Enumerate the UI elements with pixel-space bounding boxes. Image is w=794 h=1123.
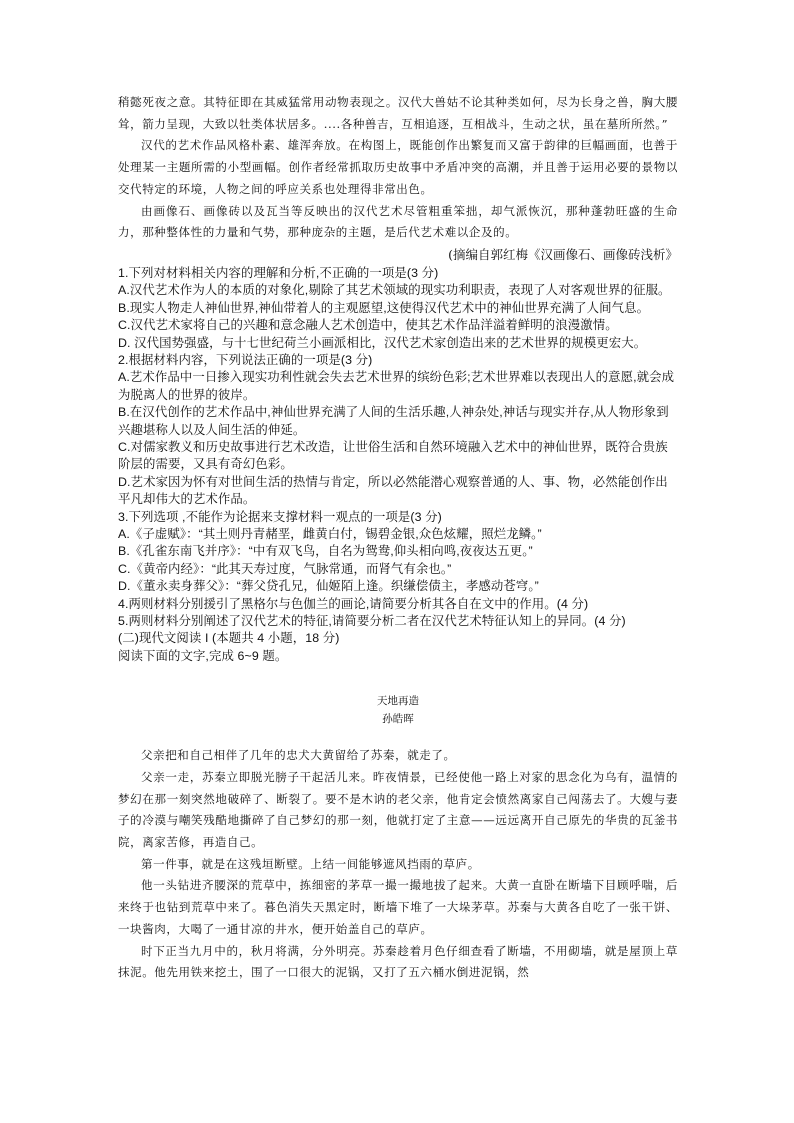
question-line: 4.两则材料分别援引了黑格尔与色伽兰的画论,请简要分析其各自在文中的作用。(4 分)	[118, 596, 589, 611]
story-title: 天地再造	[377, 695, 419, 708]
story-paragraph: 第一件事，就是在这残垣断壁。上结一间能够遮风挡雨的草庐。	[141, 856, 480, 871]
question-line: D.《董永卖身葬父》：“葬父贷孔兄，仙姬陌上逢。织缣偿债主，孝感动苍穹。”	[118, 579, 539, 594]
story-paragraph: 父亲一走，苏秦立即脱光膀子干起活儿来。昨夜情景，已经使他一路上对家的思念化为乌有，温情的梦幻在那一刻突然地破碎了、断裂了。要不是木讷的老父亲，他肯定会愤然离家自己闯荡去了。大嫂与妻子的冷漠与嘲笑残酷地撕碎了自己梦幻的那一刻，他就打定了主意——远远离开自己原先的华贵的瓦釜书院，离家苦修，再造自己。	[118, 769, 678, 850]
question-line: B.《孔雀东南飞并序》：“中有双飞鸟，自名为鸳鸯,仰头相向鸣,夜夜达五更。”	[118, 544, 533, 559]
material-paragraph-2: 汉代的艺术作品风格朴素、雄浑奔放。在构图上，既能创作出繁复而又富于韵律的巨幅画面，也善于处理某一主题所需的小型画幅。创作者经常抓取历史故事中矛盾冲突的高潮，并且善于运用必要的景物以交代特定的环境，人物之间的呼应关系也处理得非常出色。	[118, 138, 678, 196]
question-line: D. 汉代国势强盛，与十七世纪荷兰小画派相比，汉代艺术家创造出来的艺术世界的规模更宏大。	[118, 335, 647, 350]
question-line: A.艺术作品中一日掺入现实功利性就会失去艺术世界的缤纷色彩;艺术世界难以表现出人的意愿,就会成为脱离人的世界的彼岸。	[118, 370, 675, 402]
material-source: (摘编自郭红梅《汉画像石、画像砖浅析》	[448, 246, 678, 262]
question-block	[118, 265, 678, 665]
question-line: 5.两则材料分别阐述了汉代艺术的特征,请简要分析二者在汉代艺术特征认知上的异同。(4 分)	[118, 614, 626, 629]
story-paragraph: 他一头钻进齐腰深的荒草中，拣细密的茅草一撮一撮地拔了起来。大黄一直卧在断墙下目顾呼喘，后来终于也钻到荒草中来了。暮色消失天黑定时，断墙下堆了一大垛茅草。苏秦与大黄各自吃了一张干饼、一块酱肉，大喝了一通甘凉的井水，便开始盖自己的草庐。	[118, 878, 678, 936]
question-line: D.艺术家因为怀有对世间生活的热情与肯定，所以必然能潜心观察普通的人、事、物，必然能创作出平凡却伟大的艺术作品。	[118, 474, 668, 507]
question-line: C.对儒家教义和历史故事进行艺术改造，让世俗生活和自然环境融入艺术中的神仙世界，既符合贵族阶层的需要，又具有奇幻色彩。	[118, 439, 668, 472]
material-paragraph-top: 稍懿死夜之意。其特征即在其威猛常用动物表现之。汉代大兽姑不论其种类如何，尽为长身之兽，胸大腰耸，箭力呈现，大致以牡类体状居多。....各种兽吉，互相追逐，互相战斗，生动之状，虽在墓所所然。”	[118, 95, 678, 131]
question-line: B.在汉代创作的艺术作品中,神仙世界充满了人间的生活乐趣,人神杂处,神话与现实并存,从人物形象到兴趣堪称人以及人间生活的伸延。	[118, 405, 669, 437]
question-line: B.现实人物走人神仙世界,神仙带着人的主观愿望,这使得汉代艺术中的神仙世界充满了人间气息。	[118, 300, 650, 315]
story-author: 孙皓晖	[382, 713, 414, 726]
question-line: A.《子虚赋》：“其土则丹青赭垩，雌黄白付，锡碧金银,众色炫耀，照烂龙鳞。”	[118, 527, 542, 542]
question-line: C.汉代艺术家将自己的兴趣和意念融人艺术创造中，使其艺术作品洋溢着鲜明的浪漫激情。	[118, 318, 618, 333]
section-heading: (二)现代文阅读 I (本题共 4 小题，18 分)	[118, 631, 340, 646]
question-line: 1.下列对材料相关内容的理解和分析,不正确的一项是(3 分)	[118, 265, 439, 280]
question-line: C.《黄帝内经》：“此其天寿过度，气脉常通，而肾气有余也。”	[118, 561, 452, 576]
question-line: 3.下列选项 ,不能作为论据来支撑材料一观点的一项是(3 分)	[118, 509, 442, 524]
document-page	[118, 92, 678, 984]
reading-instruction: 阅读下面的文字,完成 6~9 题。	[118, 648, 288, 663]
material-paragraph-3: 由画像石、画像砖以及瓦当等反映出的汉代艺术尽管粗重笨拙，却气派恢沉，那种蓬勃旺盛的生命力，那种整体性的力量和气势，那种庞杂的主题，是后代艺术难以企及的。	[118, 203, 678, 240]
story-paragraph: 父亲把和自己相伴了几年的忠犬大黄留给了苏秦，就走了。	[141, 748, 456, 763]
story-paragraph: 时下正当九月中的，秋月将满，分外明亮。苏秦趁着月色仔细查看了断墙，不用砌墙，就是屋顶上草抹泥。他先用铁来挖土，围了一口很大的泥锅，又打了五六桶水倒进泥锅，然	[118, 943, 678, 980]
question-line: A.汉代艺术作为人的本质的对象化,剔除了其艺术领域的现实功利职责，表现了人对客观世界的征服。	[118, 283, 671, 298]
question-line: 2.根据材料内容，下列说法正确的一项是(3 分)	[118, 352, 373, 367]
